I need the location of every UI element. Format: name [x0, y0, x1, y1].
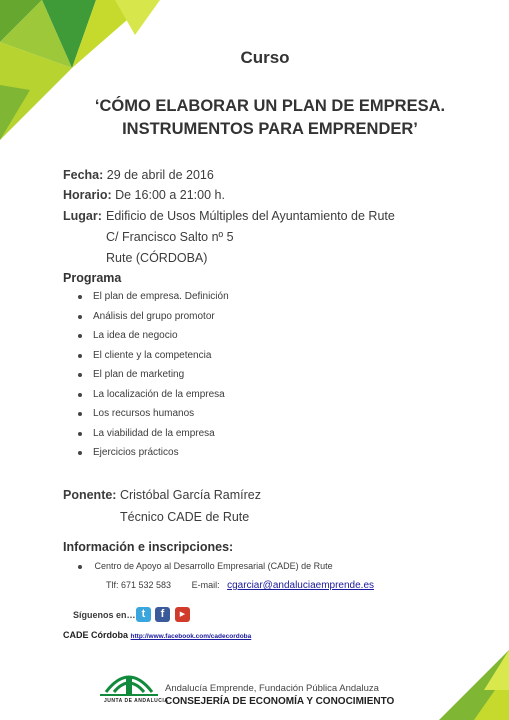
programa-item-text: El plan de empresa. Definición	[93, 291, 229, 302]
fecha-label: Fecha:	[63, 168, 104, 182]
ponente-row	[63, 488, 261, 502]
facebook-icon[interactable]: f	[155, 607, 170, 622]
info-email-label: E-mail:	[191, 580, 220, 590]
footer-line-1: Andalucía Emprende, Fundación Pública Andaluza	[165, 683, 379, 694]
programa-item	[76, 404, 229, 424]
bullet-dot	[78, 373, 82, 377]
programa-item	[76, 307, 229, 327]
lugar-label: Lugar:	[63, 209, 102, 223]
programa-heading: Programa	[63, 271, 122, 285]
info-center: Centro de Apoyo al Desarrollo Empresarial (CADE) de Rute	[94, 561, 333, 571]
programa-item	[76, 346, 229, 366]
logo-base	[100, 694, 158, 696]
horario-label: Horario:	[63, 188, 112, 202]
programa-item	[76, 326, 229, 346]
facebook-page-link[interactable]: http://www.facebook.com/cadecordoba	[130, 633, 252, 640]
bullet-dot	[78, 565, 82, 569]
footer-line-2: CONSEJERÍA DE ECONOMÍA Y CONOCIMIENTO	[165, 696, 395, 707]
cade-label: CADE Córdoba	[63, 630, 128, 640]
ponente-label: Ponente:	[63, 488, 117, 502]
programa-item	[76, 443, 229, 463]
page-title: Curso	[240, 48, 290, 67]
lugar-line-2: C/ Francisco Salto nº 5	[106, 230, 234, 244]
programa-item	[76, 424, 229, 444]
junta-logo-text: JUNTA DE ANDALUCIA	[104, 698, 169, 704]
info-contact-row	[106, 580, 374, 591]
lugar-row	[63, 209, 102, 223]
horario-value: De 16:00 a 21:00 h.	[115, 188, 225, 202]
programa-list	[76, 287, 229, 463]
cade-facebook-row	[63, 630, 251, 640]
ponente-role: Técnico CADE de Rute	[120, 510, 250, 524]
corner-decoration-bottom-right	[429, 650, 509, 720]
youtube-icon[interactable]: ▶	[175, 607, 190, 622]
horario-row	[63, 188, 225, 202]
bullet-dot	[78, 393, 82, 397]
programa-item-text: Análisis del grupo promotor	[93, 310, 215, 322]
programa-item-text: Los recursos humanos	[93, 408, 195, 419]
info-heading: Información e inscripciones:	[63, 540, 234, 554]
bullet-dot	[78, 412, 82, 416]
bullet-dot	[78, 334, 82, 338]
info-phone: Tlf: 671 532 583	[106, 580, 172, 590]
info-center-row	[78, 561, 333, 571]
bullet-dot	[78, 432, 82, 436]
programa-item-text: La viabilidad de la empresa	[93, 427, 215, 439]
bullet-dot	[78, 451, 82, 455]
programa-item-text: La localización de la empresa	[93, 388, 225, 400]
fecha-value: 29 de abril de 2016	[106, 168, 214, 182]
logo-pillar	[126, 678, 132, 694]
triangle-shape	[484, 650, 509, 690]
lugar-line-3: Rute (CÓRDOBA)	[106, 251, 208, 265]
follow-us-label: Síguenos en…	[73, 610, 136, 620]
programa-item-text: El cliente y la competencia	[93, 349, 212, 361]
bullet-dot	[78, 295, 82, 299]
programa-item	[76, 365, 229, 385]
programa-item-text: Ejercicios prácticos	[93, 447, 179, 458]
ponente-name: Cristóbal García Ramírez	[119, 488, 261, 502]
programa-item-text: La idea de negocio	[93, 330, 178, 341]
programa-item	[76, 287, 229, 307]
programa-item	[76, 385, 229, 405]
course-title-line-1: ‘CÓMO ELABORAR UN PLAN DE EMPRESA.	[94, 97, 446, 115]
course-title-line-2: INSTRUMENTOS PARA EMPRENDER’	[122, 120, 418, 138]
bullet-dot	[78, 315, 82, 319]
twitter-icon[interactable]: t	[136, 607, 151, 622]
programa-item-text: El plan de marketing	[93, 369, 185, 380]
fecha-row	[63, 168, 214, 182]
info-email-link[interactable]: cgarciar@andaluciaemprende.es	[227, 580, 375, 591]
bullet-dot	[78, 354, 82, 358]
lugar-line-1: Edificio de Usos Múltiples del Ayuntamiento de Rute	[106, 209, 395, 223]
